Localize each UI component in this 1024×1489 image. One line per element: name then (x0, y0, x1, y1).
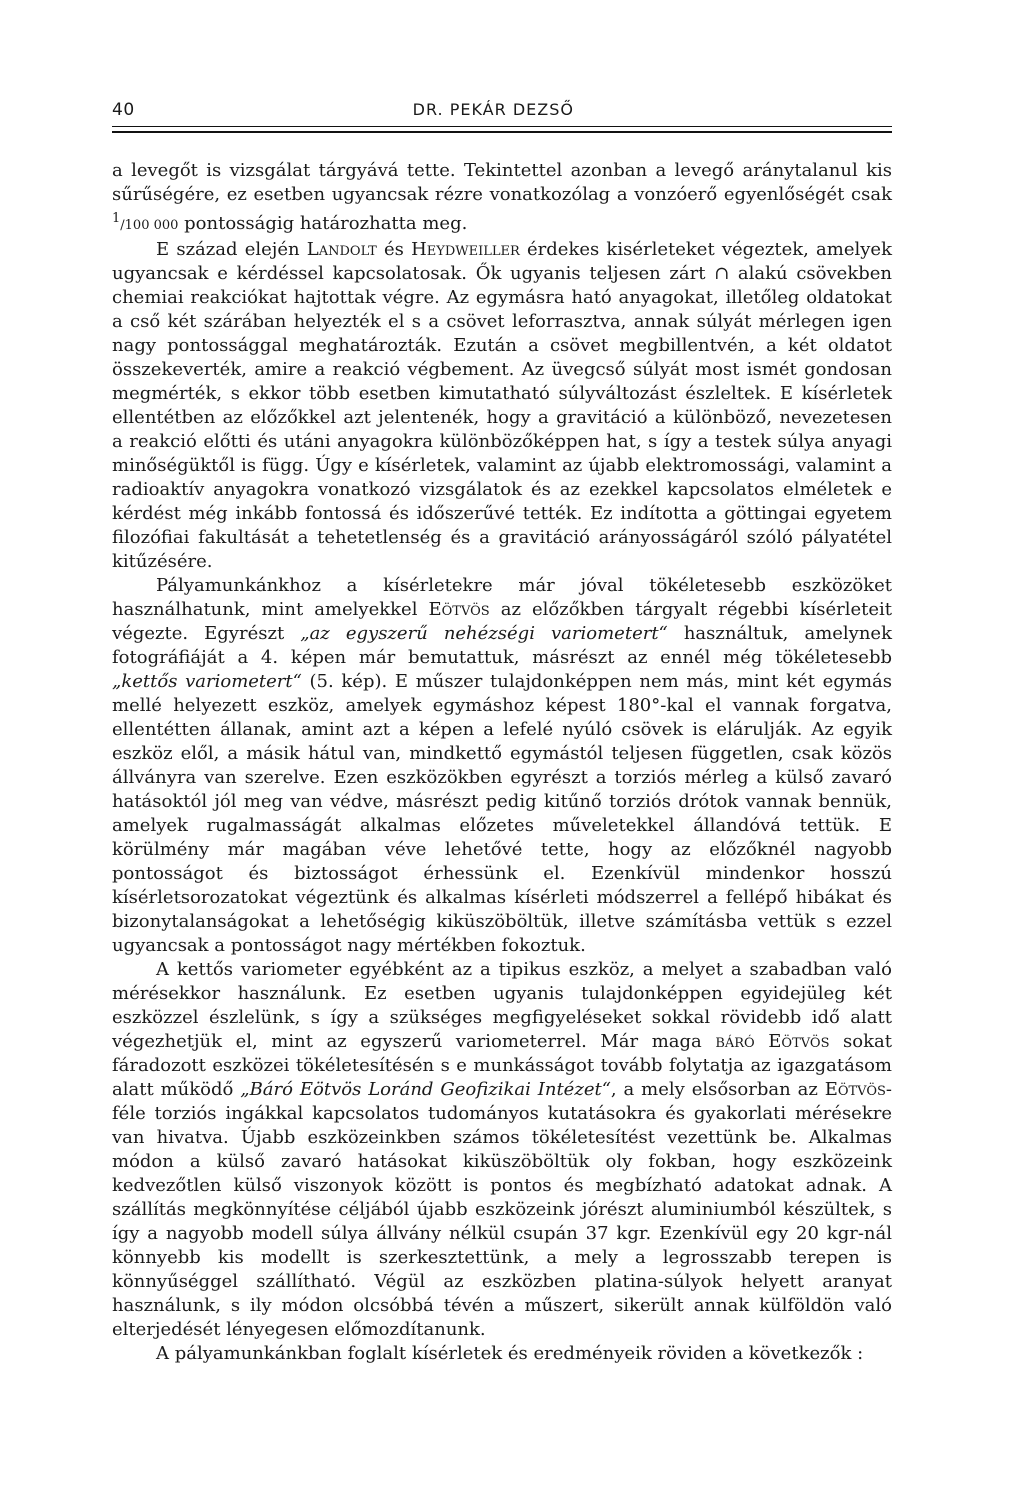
institute-name: „Báró Eötvös Loránd Geofizikai Intézet“ (240, 1079, 611, 1100)
paragraph-1: a levegőt is vizsgálat tárgyává tette. Tekintettel azonban a levegő aránytalanul kis sűrűségére, ez esetben ugyancsak rézre vonatkozólag a vonzóerő egyenlőségét csak $^1$/100 000 pontosságig határozhatta meg. (112, 160, 892, 234)
running-head: DR. PEKÁR DEZSŐ (412, 100, 574, 119)
header-rule-thick (112, 131, 892, 133)
header-rule-thin (112, 126, 892, 127)
term-simple-variometer: „az egyszerű nehézségi variometert“ (300, 623, 668, 644)
paragraph-4: A kettős variometer egyébként az a tipikus eszköz, a melyet a szabadban való mérésekkor használunk. Ez esetben ugyanis tulajdonképpen egyidejüleg két eszközzel észlelünk, s így a szükséges megfigyeléseket sokkal rövidebb idő alatt végezhetjük el, mint az egyszerű variometerrel. Már maga báró Eötvös sokat fáradozott eszközei tökéletesítésén s e munkásságot tovább folytatja az igazgatásom alatt működő „Báró Eötvös Loránd Geofizikai Intézet“, a mely elsősorban az Eötvös-féle torziós ingákkal kapcsolatos tudományos kutatásokra és gyakorlati mérésekre van hivatva. Újabb eszközeinkben számos tökéletesítést vezettünk be. Alkalmas módon a külső zavaró hatásokat kiküszöböltük oly fokban, hogy eszközeink kedvezőtlen külső viszonyok között is pontos és megbízható adatokat adnak. A szállítás megkönnyítése céljából újabb eszközeink jórészt aluminiumból készültek, s így a nagyobb modell súlya állvány nélkül csupán 37 kgr. Ezenkívül egy 20 kgr-nál könnyebb kis modellt is szerkesztettünk, a mely a legrosszabb terepen is könnyűséggel szállítható. Végül az eszközben platina-súlyok helyett aranyat használunk, s ily módon olcsóbbá tévén a műszert, sikerült annak külföldön való elterjedését lényegesen előmozdítanunk. (112, 959, 893, 1340)
paragraph-2: E század elején Landolt és Heydweiller érdekes kisérleteket végeztek, amelyek ugyancsak e kérdéssel kapcsolatosak. Ők ugyanis teljesen zárt ∩ alakú csövekben chemiai reakciókat hajtottak végre. Az egymásra ható anyagokat, illetőleg oldatokat a cső két szárában helyezték el s a csövet leforrasztva, annak súlyát mérlegen igen nagy pontossággal meghatározták. Ezután a csövet megbillentvén, a két oldatot összekeverték, amire a reakció végbement. Az üvegcső súlyát most ismét gondosan megmérték, s ekkor több esetben kimutatható súlyváltozást észleltek. E kísérletek ellentétben az előzőkkel azt jelentenék, hogy a gravitáció a különböző, nevezetesen a reakció előtti és utáni anyagokra különbözőképpen hat, s így a testek súlya anyagi minőségüktől is függ. Úgy e kísérletek, valamint az újabb elektromossági, valamint a radioaktív anyagokra vonatkozó vizsgálatok és az ezekkel kapcsolatos elméletek e kérdést még inkább fontossá és időszerűvé tették. Ez indította a göttingai egyetem filozófiai fakultását a tehetetlenség és a gravitáció arányosságáról szóló pályatétel kitűzésére. (112, 239, 892, 572)
name-eotvos: Eötvös (428, 599, 490, 620)
page-header (112, 100, 892, 126)
body-text (112, 159, 892, 1366)
paragraph-5: A pályamunkánkban foglalt kísérletek és eredményeik röviden a következők : (156, 1343, 864, 1364)
term-double-variometer: „kettős variometert“ (112, 671, 302, 692)
paragraph-3: Pályamunkánkhoz a kísérletekre már jóval tökéletesebb eszközöket használhatunk, mint amelyekkel Eötvös az előzőkben tárgyalt régebbi kísérleteit végezte. Egyrészt „az egyszerű nehézségi variometert“ használtuk, amelynek fotográfiáját a 4. képen már bemutattuk, másrészt az ennél még tökéletesebb „kettős variometert“ (5. kép). E műszer tulajdonképpen nem más, mint két egymás mellé helyezett eszköz, amelyek egymáshoz képest 180°-kal el vannak forgatva, ellentétten állanak, amint azt a képen a lefelé nyúló csövek is elárulják. Az egyik eszköz elől, a másik hátul van, mindkettő egymástól teljesen független, csak közös állványra van szerelve. Ezen eszközökben egyrészt a torziós mérleg a külső zavaró hatásoktól jól meg van védve, másrészt pedig kitűnő torziós drótok vannak bennük, amelyek rugalmasságát alkalmas előzetes műveletekkel állandóvá tettük. E körülmény már magában véve lehetővé tette, hogy az előzőknél nagyobb pontosságot és biztosságot érhessünk el. Ezenkívül mindenkor hosszú kísérletsorozatokat végeztünk és alkalmas kísérleti módszerrel a fellépő hibákat és bizonytalanságokat a lehetőségig kiküszöböltük, illetve számításba vettük s ezzel ugyancsak a pontosságot nagy mértékben fokoztuk. (112, 575, 892, 956)
name-landolt: Landolt (306, 239, 377, 260)
page-number: 40 (112, 100, 135, 120)
name-eotvos-2: Eötvös (824, 1079, 886, 1100)
name-heydweiller: Heydweiller (411, 239, 520, 260)
name-baro-eotvos: báró Eötvös (715, 1031, 830, 1052)
